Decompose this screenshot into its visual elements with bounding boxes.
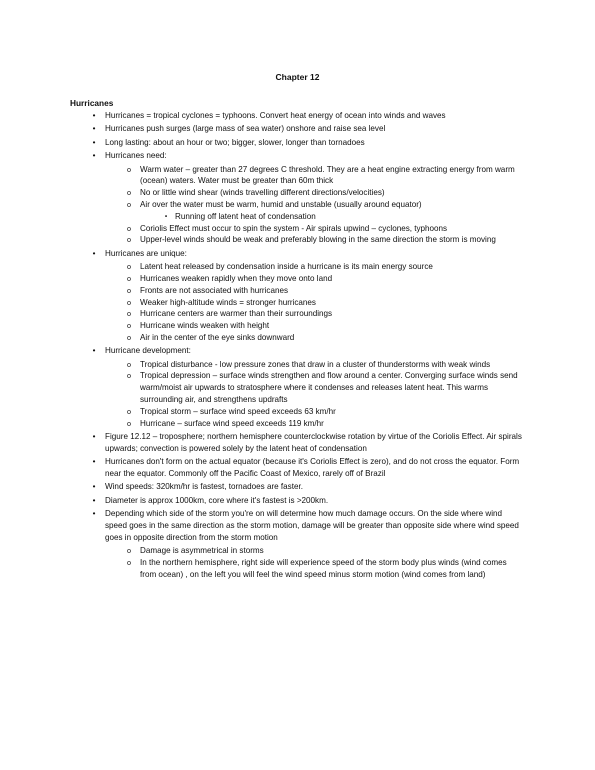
sub-list-item: [72, 261, 524, 273]
sub-list-item: [72, 557, 524, 581]
list-item-text: Hurricane development:: [105, 346, 191, 356]
square-bullet-marker: ▪: [164, 212, 168, 220]
list-item-text: Weaker high-altitude winds = stronger hurricanes: [140, 297, 316, 307]
sub-bullet-marker: o: [127, 406, 131, 416]
bullet-marker: •: [92, 137, 96, 147]
list-item-text: Air over the water must be warm, humid and unstable (usually around equator): [140, 199, 422, 209]
list-item-text: Long lasting: about an hour or two; bigger, slower, longer than tornadoes: [105, 137, 365, 147]
sub-list-item: [72, 199, 524, 211]
sub-list-item: [72, 273, 524, 285]
sub-bullet-marker: o: [127, 262, 131, 272]
sub-bullet-marker: o: [127, 285, 131, 295]
sub-bullet-marker: o: [127, 332, 131, 342]
sub-bullet-marker: o: [127, 546, 131, 556]
list-item-text: No or little wind shear (winds travelling different directions/velocities): [140, 188, 385, 198]
sub-list-item: [72, 406, 524, 418]
list-item-text: Hurricanes need:: [105, 151, 167, 161]
sub-bullet-marker: o: [127, 321, 131, 331]
list-item-text: Hurricane – surface wind speed exceeds 119 km/hr: [140, 418, 324, 428]
sub-bullet-marker: o: [127, 297, 131, 307]
sub-list-item: [72, 418, 524, 430]
bullet-marker: •: [92, 111, 96, 120]
bullet-marker: •: [92, 482, 96, 492]
sub-bullet-marker: o: [127, 199, 131, 209]
bullet-marker: •: [92, 248, 96, 258]
bullet-marker: •: [92, 457, 96, 467]
list-item: [72, 110, 524, 122]
list-item: [72, 481, 524, 493]
bullet-marker: •: [92, 346, 96, 356]
chapter-title: Chapter 12: [275, 72, 320, 82]
list-item-text: Figure 12.12 – troposphere; northern hemisphere counterclockwise rotation by virtue of the Coriolis Effect. Air spirals upwards; convection is powered solely by the latent heat of condensation: [105, 432, 522, 453]
list-item: [72, 508, 524, 543]
sub-list-item: [72, 308, 524, 320]
sub-list-item: [72, 223, 524, 235]
list-item-text: Hurricane winds weaken with height: [140, 321, 270, 331]
list-item-text: Tropical storm – surface wind speed exceeds 63 km/hr: [140, 406, 336, 416]
list-item-text: Latent heat released by condensation inside a hurricane is its main energy source: [140, 262, 433, 272]
sub-list-item: [72, 370, 524, 405]
list-item-text: In the northern hemisphere, right side will experience speed of the storm body plus winds (wind comes from ocean) , on the left you will feel the wind speed minus storm motion (wind comes from land): [140, 558, 507, 579]
list-item: [72, 137, 524, 149]
list-item: [72, 495, 524, 507]
sub-list-item: [72, 297, 524, 309]
sub-list-item: [72, 320, 524, 332]
sub-list-item: [72, 545, 524, 557]
list-item-text: Upper-level winds should be weak and preferably blowing in the same direction the storm is moving: [140, 235, 496, 245]
list-item: [72, 123, 524, 135]
list-item-text: Tropical disturbance - low pressure zones that draw in a cluster of thunderstorms with weak winds: [140, 359, 491, 369]
sub-bullet-marker: o: [127, 164, 131, 174]
sub-bullet-marker: o: [127, 558, 131, 567]
list-item-text: Warm water – greater than 27 degrees C threshold. They are a heat engine extracting energy from warm (ocean) waters. Water must be greater than 60m thick: [140, 164, 515, 186]
subsub-list-item: [72, 211, 524, 223]
list-item-text: Tropical depression – surface winds strengthen and flow around a center. Converging surface winds send warm/moist air upwards to stratosphere where it condenses and releases latent heat. This warms surrounding air, and strengthens updrafts: [140, 371, 518, 405]
list-item-text: Depending which side of the storm you're on will determine how much damage occurs. On the side where wind speed goes in the same direction as the storm motion, damage will be greater than opposite side where wind speed goes in opposite direction from the storm motion: [105, 509, 519, 542]
list-item: [72, 248, 524, 260]
bullet-marker: •: [92, 509, 96, 519]
sub-bullet-marker: o: [127, 223, 131, 233]
sub-list-item: [72, 285, 524, 297]
list-item: [72, 345, 524, 357]
bullet-marker: •: [92, 432, 96, 442]
sub-list-item: [72, 359, 524, 371]
list-item-text: Hurricanes = tropical cyclones = typhoons. Convert heat energy of ocean into winds and waves: [105, 111, 446, 120]
list-item-text: Hurricanes are unique:: [105, 248, 187, 258]
section-heading: Hurricanes: [70, 98, 114, 108]
list-item: [72, 456, 524, 480]
list-item-text: Hurricanes weaken rapidly when they move onto land: [140, 273, 333, 283]
sub-bullet-marker: o: [127, 371, 131, 381]
list-item: [72, 431, 524, 455]
list-item-text: Hurricanes don't form on the actual equator (because it's Coriolis Effect is zero), and do not cross the equator. Form near the equator. Commonly off the Pacific Coast of Mexico, rarely off of Brazil: [105, 457, 520, 479]
bullet-marker: •: [92, 151, 96, 161]
sub-list-item: [72, 164, 524, 188]
bullet-marker: •: [92, 124, 96, 134]
list-item-text: Running off latent heat of condensation: [175, 211, 316, 221]
list-item-text: Hurricane centers are warmer than their surroundings: [140, 309, 333, 319]
sub-bullet-marker: o: [127, 418, 131, 428]
list-item: [72, 150, 524, 162]
list-item-text: Fronts are not associated with hurricanes: [140, 285, 289, 295]
list-item-text: Air in the center of the eye sinks downward: [140, 332, 295, 342]
notes-list: [72, 110, 524, 581]
sub-bullet-marker: o: [127, 309, 131, 319]
sub-list-item: [72, 332, 524, 344]
sub-bullet-marker: o: [127, 188, 131, 198]
sub-list-item: [72, 234, 524, 246]
sub-bullet-marker: o: [127, 359, 131, 369]
sub-list-item: [72, 187, 524, 199]
list-item-text: Diameter is approx 1000km, core where it's fastest is >200km.: [105, 495, 329, 505]
list-item-text: Damage is asymmetrical in storms: [140, 546, 264, 556]
list-item-text: Hurricanes push surges (large mass of sea water) onshore and raise sea level: [105, 124, 386, 134]
list-item-text: Wind speeds: 320km/hr is fastest, tornadoes are faster.: [105, 482, 303, 492]
sub-bullet-marker: o: [127, 235, 131, 245]
sub-bullet-marker: o: [127, 273, 131, 283]
list-item-text: Coriolis Effect must occur to spin the system - Air spirals upwind – cyclones, typhoons: [140, 223, 448, 233]
bullet-marker: •: [92, 495, 96, 505]
